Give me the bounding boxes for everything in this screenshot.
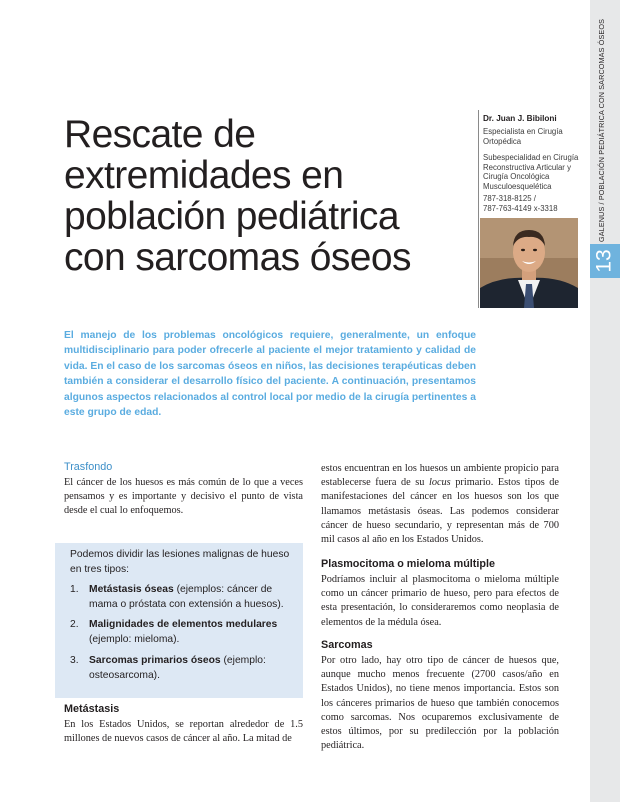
list-item (70, 583, 300, 613)
list-detail: (ejemplo: osteosarcoma). (89, 655, 266, 681)
list-detail: (ejemplo: mieloma). (89, 633, 180, 645)
title-line: con sarcomas óseos (64, 236, 411, 279)
list-item-body (89, 583, 294, 612)
heading-metastasis: Metástasis (64, 703, 120, 715)
plasmocitoma-text: Podríamos incluir al plasmocitoma o mieloma múltiple como un cáncer primario de hueso, pero para efectos de esta presentación, lo consideraremos como neoplasia de elementos de la médula ósea. (321, 574, 559, 628)
heading-sarcomas: Sarcomas (321, 639, 373, 651)
list-number: 3. (70, 655, 79, 666)
list-item-body (89, 654, 294, 683)
text-run: primario. Estos tipos de manifestaciones del cáncer en los huesos son los que llamamos metástasis óseas. Las podemos considerar cáncer de hueso secundario, y representan más de 700 mil casos al año en los Estados Unidos. (321, 477, 559, 546)
heading-plasmocitoma: Plasmocitoma o mieloma múltiple (321, 558, 495, 570)
title-line: población pediátrica (64, 195, 399, 238)
list-item (70, 654, 300, 684)
page-number: 13 (592, 249, 616, 273)
metastasis-continued-text (321, 462, 559, 547)
lead-paragraph: El manejo de los problemas oncológicos requiere, generalmente, un enfoque multidisciplinario para poder ofrecerle al paciente el mejor tratamiento y calidad de vida. En el caso de los sarcomas óseos en niños, las decisiones terapéuticas deben también a considerar el desarrollo físico del paciente. A continuación, presentamos algunos aspectos relacionados al control local por medio de la cirugía pertinentes a este grupo de edad. (64, 330, 476, 419)
page-number-tab (590, 244, 620, 278)
running-title: GALENUS / POBLACIÓN PEDIÁTRICA CON SARCOMAS ÓSEOS (597, 18, 606, 242)
list-item-body (89, 618, 294, 647)
author-name: Dr. Juan J. Bibiloni (483, 114, 557, 123)
author-phone-1: 787-318-8125 / (483, 194, 536, 203)
title-line: extremidades en (64, 154, 344, 197)
heading-trasfondo: Trasfondo (64, 461, 113, 473)
author-photo (480, 218, 578, 308)
list-detail: (ejemplos: cáncer de mama o próstata con extensión a huesos). (89, 584, 284, 610)
trasfondo-text: El cáncer de los huesos es más común de lo que a veces pensamos y es importante y decisivo el punto de vista desde el cual lo enfoquemos. (64, 477, 303, 517)
list-item (70, 618, 300, 648)
box-intro: Podemos dividir las lesiones malignas de hueso en tres tipos: (70, 549, 290, 575)
text-run: estos encuentran en los huesos un ambiente propicio para establecerse fuera de su (321, 463, 559, 489)
sarcomas-text: Por otro lado, hay otro tipo de cáncer de huesos que, aunque mucho menos frecuente (2700 casos/año en Estados Unidos), no tiene menos importancia. Estos son los cánceres primarios de hueso que también conocemos como sarcomas. Nos ocuparemos exclusivamente de estos últimos, por su predilección por la población pediátrica. (321, 655, 559, 752)
list-term: Metástasis óseas (89, 584, 174, 595)
author-specialty: Especialista en Cirugía Ortopédica (483, 127, 563, 146)
locus-term: locus (428, 477, 451, 489)
list-number: 1. (70, 584, 79, 595)
title-line: Rescate de (64, 113, 256, 156)
metastasis-text: En los Estados Unidos, se reportan alrededor de 1.5 millones de nuevos casos de cáncer al año. La mitad de (64, 719, 303, 745)
author-portrait-illustration (480, 218, 578, 308)
list-term: Sarcomas primarios óseos (89, 655, 221, 666)
article-title (64, 114, 464, 278)
author-phone-2: 787-763-4149 x-3318 (483, 204, 558, 213)
list-number: 2. (70, 619, 79, 630)
author-subspecialty: Subespecialidad en Cirugía Reconstructiva Articular y Cirugía Oncológica Musculoesquelética (483, 153, 579, 191)
list-term: Malignidades de elementos medulares (89, 619, 278, 630)
